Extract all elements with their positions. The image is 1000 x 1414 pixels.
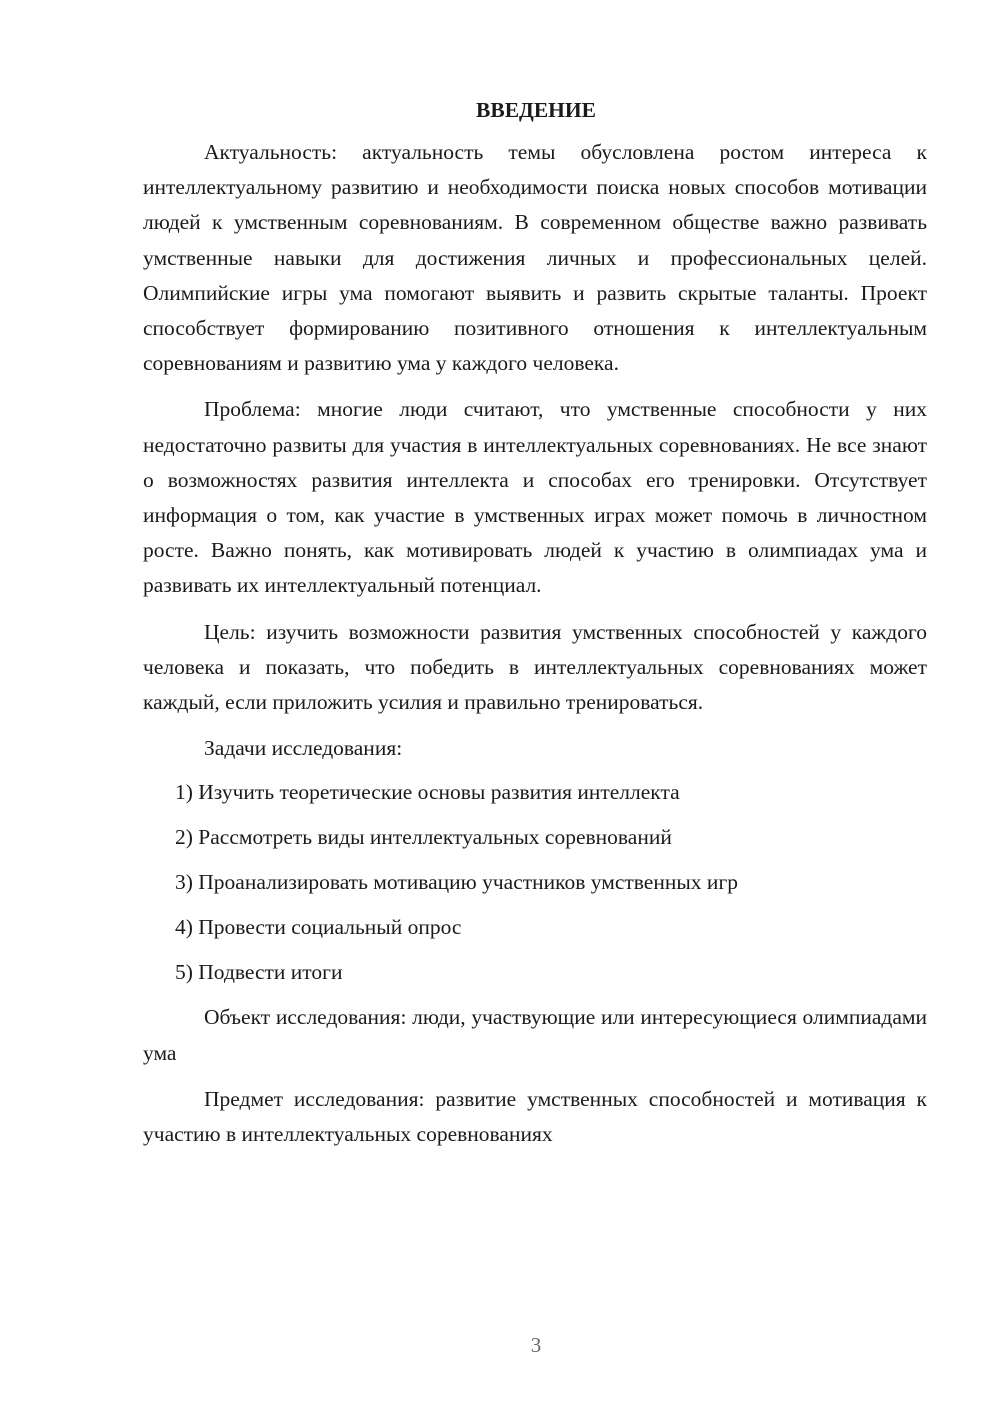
page-number: 3 xyxy=(530,1333,542,1357)
subject-paragraph: Предмет исследования: развитие умственных способностей и мотивация к участию в интеллектуальных соревнованиях xyxy=(143,1086,927,1147)
tasks-list xyxy=(143,775,927,990)
tasks-heading: Задачи исследования: xyxy=(204,736,403,761)
task-item: 3) Проанализировать мотивацию участников умственных игр xyxy=(175,870,739,895)
task-item: 1) Изучить теоретические основы развития интеллекта xyxy=(175,780,680,805)
page-title: ВВЕДЕНИЕ xyxy=(476,98,596,122)
object-paragraph: Объект исследования: люди, участвующие или интересующиеся олимпиадами ума xyxy=(143,1005,927,1065)
goal-paragraph: Цель: изучить возможности развития умственных способностей у каждого человека и показать, что победить в интеллектуальных соревнованиях может каждый, если приложить усилия и правильно тренироваться. xyxy=(143,619,927,715)
task-item: 4) Провести социальный опрос xyxy=(175,915,462,940)
relevance-paragraph: Актуальность: актуальность темы обусловлена ростом интереса к интеллектуальному развитию и необходимости поиска новых способов мотивации людей к умственным соревнованиям. В современном обществе важно развивать умственные навыки для достижения личных и профессиональных целей. Олимпийские игры ума помогают выявить и развить скрытые таланты. Проект способствует формированию позитивного отношения к интеллектуальным соревнованиям и развитию ума у каждого человека. xyxy=(143,140,927,376)
problem-paragraph: Проблема: многие люди считают, что умственные способности у них недостаточно развиты для участия в интеллектуальных соревнованиях. Не все знают о возможностях развития интеллекта и способах его тренировки. Отсутствует информация о том, как участие в умственных играх может помочь в личностном росте. Важно понять, как мотивировать людей к участию в олимпиадах ума и развивать их интеллектуальный потенциал. xyxy=(143,397,927,598)
task-item: 5) Подвести итоги xyxy=(175,960,343,985)
page-content xyxy=(143,93,927,1163)
task-item: 2) Рассмотреть виды интеллектуальных соревнований xyxy=(175,825,672,850)
